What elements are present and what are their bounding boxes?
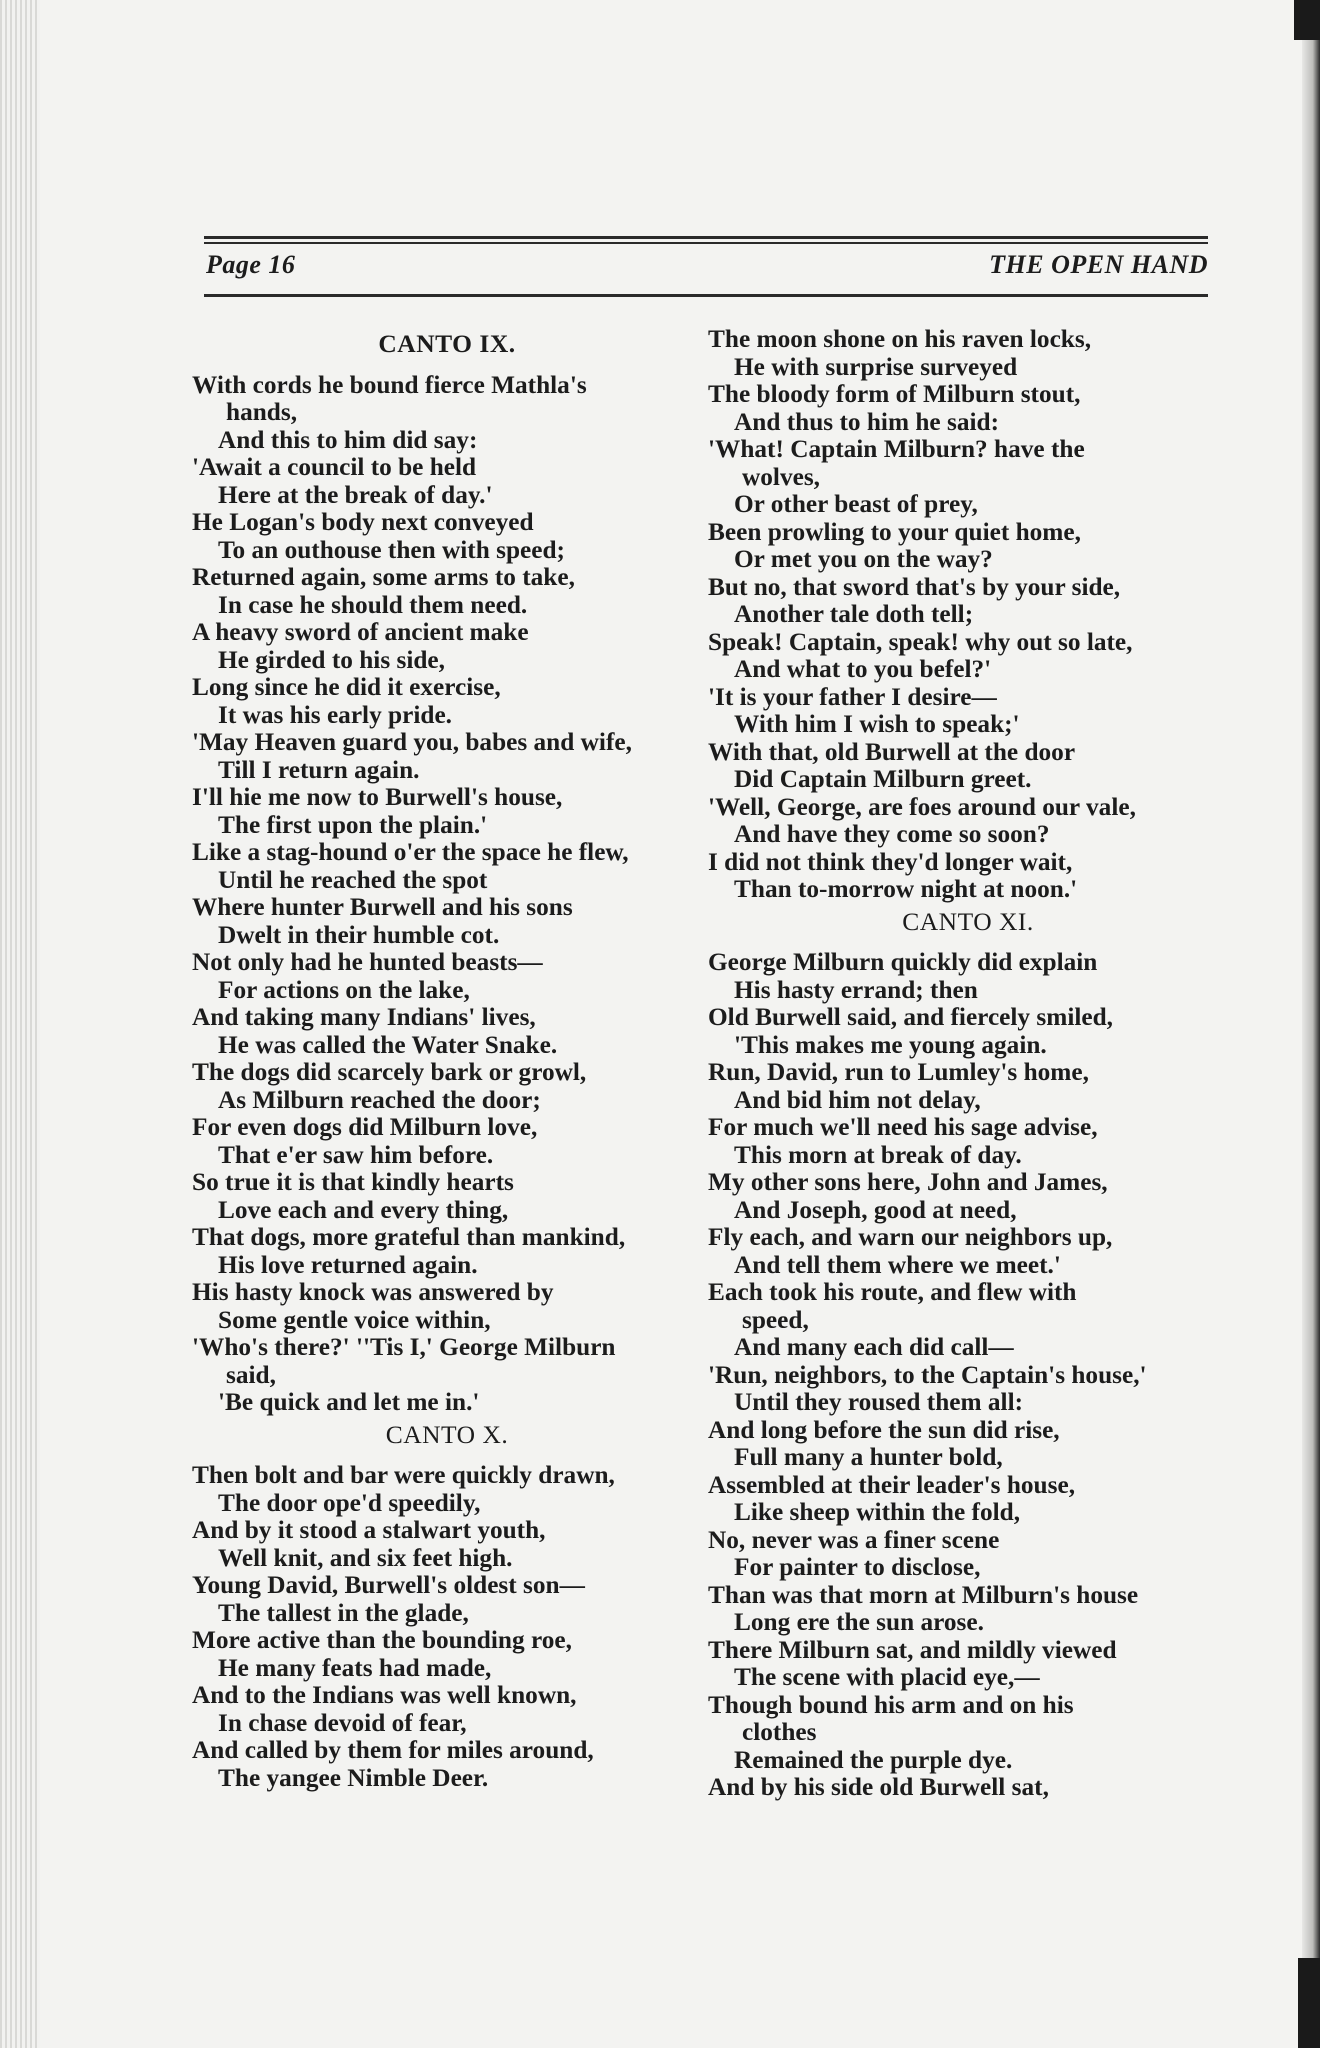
poem-line: Till I return again. xyxy=(218,755,420,784)
poem-line: And by it stood a stalwart youth, xyxy=(192,1516,546,1544)
poem-line: Until he reached the spot xyxy=(218,865,488,894)
poem-line: 'Await a council to be held xyxy=(192,453,477,481)
poem-line: Until they roused them all: xyxy=(734,1388,1024,1416)
poem-line: I'll hie me now to Burwell's house, xyxy=(192,783,563,811)
poem-line: hands, xyxy=(226,398,298,426)
poem-line: Long since he did it exercise, xyxy=(192,673,501,701)
poem-line: That dogs, more grateful than mankind, xyxy=(192,1223,626,1251)
header-rule-bottom xyxy=(204,294,1208,297)
poem-line: clothes xyxy=(742,1718,817,1746)
poem-line: The moon shone on his raven locks, xyxy=(708,325,1092,353)
poem-line: It was his early pride. xyxy=(218,700,452,729)
poem-line: Like sheep within the fold, xyxy=(734,1498,1021,1526)
poem-line: For much we'll need his sage advise, xyxy=(708,1113,1098,1141)
poem-line: Or met you on the way? xyxy=(734,545,993,573)
poem-line: 'May Heaven guard you, babes and wife, xyxy=(192,728,632,756)
poem-line: With cords he bound fierce Mathla's xyxy=(192,370,587,399)
poem-line: Long ere the sun arose. xyxy=(734,1608,984,1636)
poem-line: A heavy sword of ancient make xyxy=(192,618,529,646)
poem-line: 'Be quick and let me in.' xyxy=(218,1388,480,1416)
scan-corner-top xyxy=(1294,0,1320,40)
poem-line: So true it is that kindly hearts xyxy=(192,1168,514,1196)
poem-line: With him I wish to speak;' xyxy=(734,710,1020,738)
poem-line: said, xyxy=(226,1360,276,1389)
poem-line: And called by them for miles around, xyxy=(192,1736,594,1764)
page-stack-edges xyxy=(0,0,40,2048)
poem-line: wolves, xyxy=(742,462,820,491)
poem-line: To an outhouse then with speed; xyxy=(218,535,565,564)
poem-line: The scene with placid eye,— xyxy=(734,1663,1040,1691)
poem-line: Dwelt in their humble cot. xyxy=(218,920,500,949)
poem-line: For painter to disclose, xyxy=(734,1553,981,1581)
poem-line: That e'er saw him before. xyxy=(218,1140,494,1169)
poem-line: Assembled at their leader's house, xyxy=(708,1470,1076,1499)
poem-line: The dogs did scarcely bark or growl, xyxy=(192,1058,587,1086)
poem-line: And many each did call— xyxy=(734,1333,1014,1361)
poem-line: Been prowling to your quiet home, xyxy=(708,517,1081,546)
poem-line: 'This makes me young again. xyxy=(734,1030,1047,1059)
poem-line: Well knit, and six feet high. xyxy=(218,1543,513,1572)
poem-line: As Milburn reached the door; xyxy=(218,1085,541,1114)
poem-line: There Milburn sat, and mildly viewed xyxy=(708,1635,1117,1664)
poem-line: He was called the Water Snake. xyxy=(218,1030,558,1059)
poem-line: Remained the purple dye. xyxy=(734,1745,1013,1774)
poem-line: Or other beast of prey, xyxy=(734,490,978,518)
poem-line: And by his side old Burwell sat, xyxy=(708,1773,1049,1801)
poem-line: Old Burwell said, and fiercely smiled, xyxy=(708,1003,1113,1031)
poem-line: Where hunter Burwell and his sons xyxy=(192,893,573,921)
canto-heading: CANTO XI. xyxy=(902,906,1034,936)
poem-line: 'It is your father I desire— xyxy=(708,682,997,711)
poem-line: Speak! Captain, speak! why out so late, xyxy=(708,627,1133,656)
poem-line: Young David, Burwell's oldest son— xyxy=(192,1571,585,1599)
poem-line: The yangee Nimble Deer. xyxy=(218,1763,489,1792)
poem-line: The first upon the plain.' xyxy=(218,810,488,839)
poem-line: Like a stag-hound o'er the space he flew, xyxy=(192,838,629,866)
poem-line: This morn at break of day. xyxy=(734,1140,1022,1169)
poem-line: Then bolt and bar were quickly drawn, xyxy=(192,1461,615,1489)
poem-line: He Logan's body next conveyed xyxy=(192,508,534,536)
poem-line: Not only had he hunted beasts— xyxy=(192,948,543,976)
poem-line: Returned again, some arms to take, xyxy=(192,563,575,591)
poem-line: speed, xyxy=(742,1305,809,1334)
poem-line: His hasty errand; then xyxy=(734,975,978,1004)
poem-line: And what to you befel?' xyxy=(734,655,992,683)
poem-line: Though bound his arm and on his xyxy=(708,1690,1074,1719)
right-column xyxy=(708,326,1228,1802)
poem-line: In chase devoid of fear, xyxy=(218,1708,467,1737)
page-number: Page 16 xyxy=(206,250,296,279)
poem-line: In case he should them need. xyxy=(218,590,528,619)
page-right-edge xyxy=(1302,0,1320,2048)
poem-line: And to the Indians was well known, xyxy=(192,1681,577,1709)
poem-line: Each took his route, and flew with xyxy=(708,1278,1077,1306)
poem-line: Here at the break of day.' xyxy=(218,480,493,509)
poem-line: 'Well, George, are foes around our vale, xyxy=(708,792,1136,821)
poem-line: And long before the sun did rise, xyxy=(708,1415,1060,1444)
header-rule-top xyxy=(204,236,1208,239)
poem-line: The tallest in the glade, xyxy=(218,1598,469,1627)
poem-line: Love each and every thing, xyxy=(218,1195,509,1224)
poem-line: My other sons here, John and James, xyxy=(708,1168,1108,1196)
poem-line: Run, David, run to Lumley's home, xyxy=(708,1058,1089,1086)
poem-line: More active than the bounding roe, xyxy=(192,1626,572,1654)
poem-line: His love returned again. xyxy=(218,1250,478,1279)
poem-line: Full many a hunter bold, xyxy=(734,1443,1003,1471)
poem-line: And bid him not delay, xyxy=(734,1085,981,1114)
poem-line: Another tale doth tell; xyxy=(734,600,974,628)
header-rule-top-thin xyxy=(204,242,1208,244)
poem-line: And tell them where we meet.' xyxy=(734,1250,1061,1279)
poem-line: And thus to him he said: xyxy=(734,407,999,436)
poem-line: Fly each, and warn our neighbors up, xyxy=(708,1223,1113,1251)
poem-line: I did not think they'd longer wait, xyxy=(708,847,1073,876)
poem-line: No, never was a finer scene xyxy=(708,1525,1000,1554)
poem-line: He many feats had made, xyxy=(218,1653,492,1682)
poem-line: Some gentle voice within, xyxy=(218,1305,491,1334)
poem-line: Than was that morn at Milburn's house xyxy=(708,1580,1139,1609)
poem-line: But no, that sword that's by your side, xyxy=(708,572,1121,601)
poem-line: The bloody form of Milburn stout, xyxy=(708,380,1081,408)
poem-line: The door ope'd speedily, xyxy=(218,1488,481,1517)
poem-line: 'What! Captain Milburn? have the xyxy=(708,435,1085,463)
poem-line: With that, old Burwell at the door xyxy=(708,737,1076,766)
poem-line: 'Who's there?' ''Tis I,' George Milburn xyxy=(192,1333,616,1361)
poem-line: He with surprise surveyed xyxy=(734,352,1018,381)
scan-corner-bottom xyxy=(1298,1958,1320,2048)
poem-line: And Joseph, good at need, xyxy=(734,1195,1017,1224)
poem-line: And this to him did say: xyxy=(218,425,478,454)
poem-line: And taking many Indians' lives, xyxy=(192,1003,536,1031)
canto-heading: CANTO IX. xyxy=(378,329,516,358)
poem-line: Than to-morrow night at noon.' xyxy=(734,875,1078,903)
poem-line: George Milburn quickly did explain xyxy=(708,948,1098,976)
poem-line: For even dogs did Milburn love, xyxy=(192,1113,538,1141)
poem-line: His hasty knock was answered by xyxy=(192,1278,554,1306)
poem-line: And have they come so soon? xyxy=(734,820,1050,848)
poem-line: He girded to his side, xyxy=(218,645,445,674)
poem-line: 'Run, neighbors, to the Captain's house,' xyxy=(708,1360,1147,1389)
canto-heading: CANTO X. xyxy=(385,1419,509,1449)
poem-line: Did Captain Milburn greet. xyxy=(734,765,1032,793)
left-column xyxy=(192,326,702,1792)
journal-title: THE OPEN HAND xyxy=(989,250,1208,279)
poem-line: For actions on the lake, xyxy=(218,975,470,1004)
